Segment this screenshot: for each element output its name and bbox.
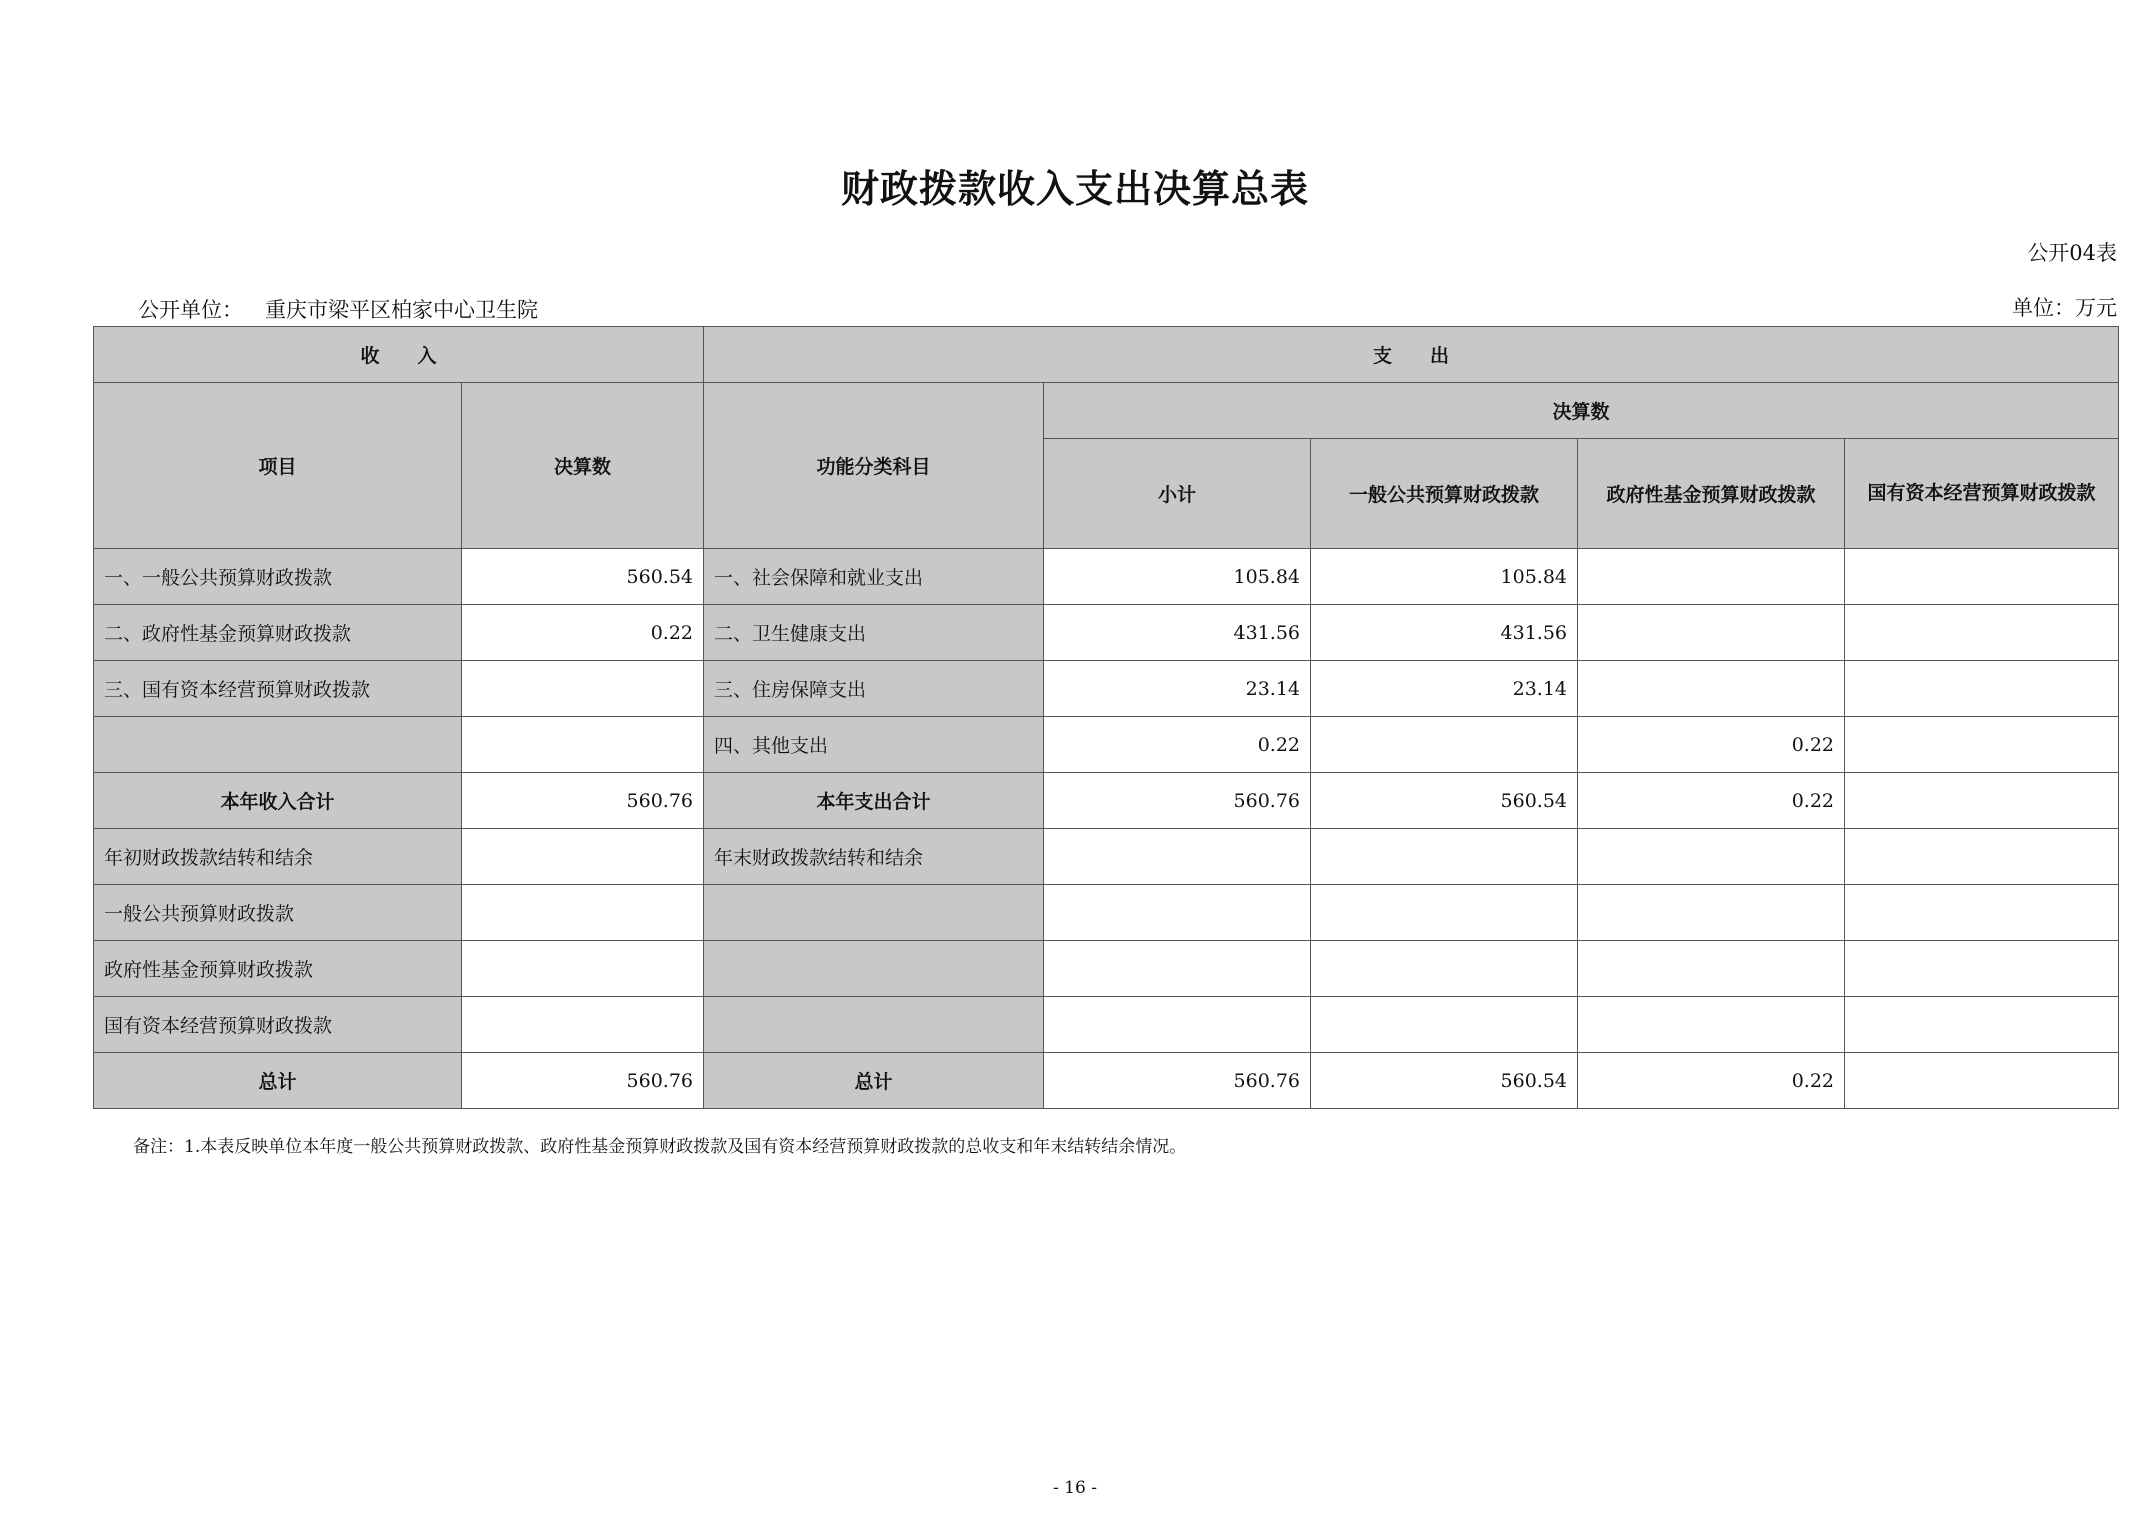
fund-cell: 0.22 xyxy=(1578,717,1845,773)
fund-cell xyxy=(1578,941,1845,997)
subtotal-cell: 560.76 xyxy=(1044,773,1311,829)
general-cell: 105.84 xyxy=(1311,549,1578,605)
subtotal-cell: 560.76 xyxy=(1044,1053,1311,1109)
income-amount xyxy=(462,885,704,941)
subtotal-cell xyxy=(1044,885,1311,941)
income-item: 一、一般公共预算财政拨款 xyxy=(94,549,462,605)
state-cell xyxy=(1845,661,2119,717)
income-amount: 560.54 xyxy=(462,549,704,605)
amount-header: 决算数 xyxy=(462,383,704,549)
general-cell xyxy=(1311,829,1578,885)
table-row xyxy=(94,773,2119,829)
expense-item: 年末财政拨款结转和结余 xyxy=(704,829,1044,885)
general-cell xyxy=(1311,997,1578,1053)
footnote: 备注：1.本表反映单位本年度一般公共预算财政拨款、政府性基金预算财政拨款及国有资本经营预算财政拨款的总收支和年末结转结余情况。 xyxy=(133,1137,1187,1157)
state-cell xyxy=(1845,549,2119,605)
fund-header: 政府性基金预算财政拨款 xyxy=(1578,439,1845,549)
general-cell xyxy=(1311,885,1578,941)
expense-header: 支 出 xyxy=(704,327,2119,383)
form-number: 公开04表 xyxy=(2027,241,2117,265)
general-header: 一般公共预算财政拨款 xyxy=(1311,439,1578,549)
reporting-unit xyxy=(138,294,538,324)
state-cell xyxy=(1845,717,2119,773)
state-cell xyxy=(1845,773,2119,829)
expense-item xyxy=(704,997,1044,1053)
income-item: 二、政府性基金预算财政拨款 xyxy=(94,605,462,661)
income-amount: 560.76 xyxy=(462,1053,704,1109)
expense-item: 本年支出合计 xyxy=(704,773,1044,829)
state-cell xyxy=(1845,941,2119,997)
general-cell: 23.14 xyxy=(1311,661,1578,717)
state-header: 国有资本经营预算财政拨款 xyxy=(1845,439,2119,549)
fund-cell xyxy=(1578,549,1845,605)
income-header: 收 入 xyxy=(94,327,704,383)
income-amount xyxy=(462,829,704,885)
func-category-header: 功能分类科目 xyxy=(704,383,1044,549)
table-row xyxy=(94,941,2119,997)
income-amount xyxy=(462,661,704,717)
fund-cell: 0.22 xyxy=(1578,1053,1845,1109)
subtotal-cell xyxy=(1044,941,1311,997)
subtotal-header: 小计 xyxy=(1044,439,1311,549)
income-item: 国有资本经营预算财政拨款 xyxy=(94,997,462,1053)
table-row xyxy=(94,717,2119,773)
income-amount: 0.22 xyxy=(462,605,704,661)
state-cell xyxy=(1845,1053,2119,1109)
subtotal-cell: 105.84 xyxy=(1044,549,1311,605)
subtotal-cell: 0.22 xyxy=(1044,717,1311,773)
fund-cell xyxy=(1578,605,1845,661)
subtotal-cell xyxy=(1044,997,1311,1053)
subtotal-cell xyxy=(1044,829,1311,885)
fund-cell xyxy=(1578,829,1845,885)
table-row xyxy=(94,1053,2119,1109)
income-item: 总计 xyxy=(94,1053,462,1109)
income-amount xyxy=(462,717,704,773)
table-row xyxy=(94,997,2119,1053)
income-amount: 560.76 xyxy=(462,773,704,829)
currency-unit: 单位：万元 xyxy=(2012,296,2117,320)
fund-cell xyxy=(1578,661,1845,717)
general-cell xyxy=(1311,941,1578,997)
expense-item: 总计 xyxy=(704,1053,1044,1109)
fund-cell xyxy=(1578,885,1845,941)
table-row xyxy=(94,661,2119,717)
expense-item: 一、社会保障和就业支出 xyxy=(704,549,1044,605)
general-cell: 431.56 xyxy=(1311,605,1578,661)
expense-item xyxy=(704,941,1044,997)
general-cell: 560.54 xyxy=(1311,1053,1578,1109)
income-amount xyxy=(462,997,704,1053)
settlement-header: 决算数 xyxy=(1044,383,2119,439)
table-row xyxy=(94,829,2119,885)
item-header: 项目 xyxy=(94,383,462,549)
subtotal-cell: 431.56 xyxy=(1044,605,1311,661)
table-row xyxy=(94,549,2119,605)
income-item: 政府性基金预算财政拨款 xyxy=(94,941,462,997)
fund-cell xyxy=(1578,997,1845,1053)
page-title: 财政拨款收入支出决算总表 xyxy=(840,166,1309,211)
reporting-unit-name: 重庆市梁平区柏家中心卫生院 xyxy=(265,298,538,322)
income-item: 年初财政拨款结转和结余 xyxy=(94,829,462,885)
income-amount xyxy=(462,941,704,997)
fund-cell: 0.22 xyxy=(1578,773,1845,829)
table-row xyxy=(94,605,2119,661)
page-number: - 16 - xyxy=(1053,1478,1097,1498)
general-cell: 560.54 xyxy=(1311,773,1578,829)
expense-item: 三、住房保障支出 xyxy=(704,661,1044,717)
table-row xyxy=(94,885,2119,941)
state-cell xyxy=(1845,829,2119,885)
reporting-unit-label: 公开单位： xyxy=(138,298,243,322)
state-cell xyxy=(1845,997,2119,1053)
income-item: 一般公共预算财政拨款 xyxy=(94,885,462,941)
expense-item: 四、其他支出 xyxy=(704,717,1044,773)
state-cell xyxy=(1845,605,2119,661)
income-item: 三、国有资本经营预算财政拨款 xyxy=(94,661,462,717)
subtotal-cell: 23.14 xyxy=(1044,661,1311,717)
expense-item xyxy=(704,885,1044,941)
settlement-table xyxy=(93,326,2119,1109)
state-cell xyxy=(1845,885,2119,941)
income-item: 本年收入合计 xyxy=(94,773,462,829)
expense-item: 二、卫生健康支出 xyxy=(704,605,1044,661)
general-cell xyxy=(1311,717,1578,773)
income-item xyxy=(94,717,462,773)
